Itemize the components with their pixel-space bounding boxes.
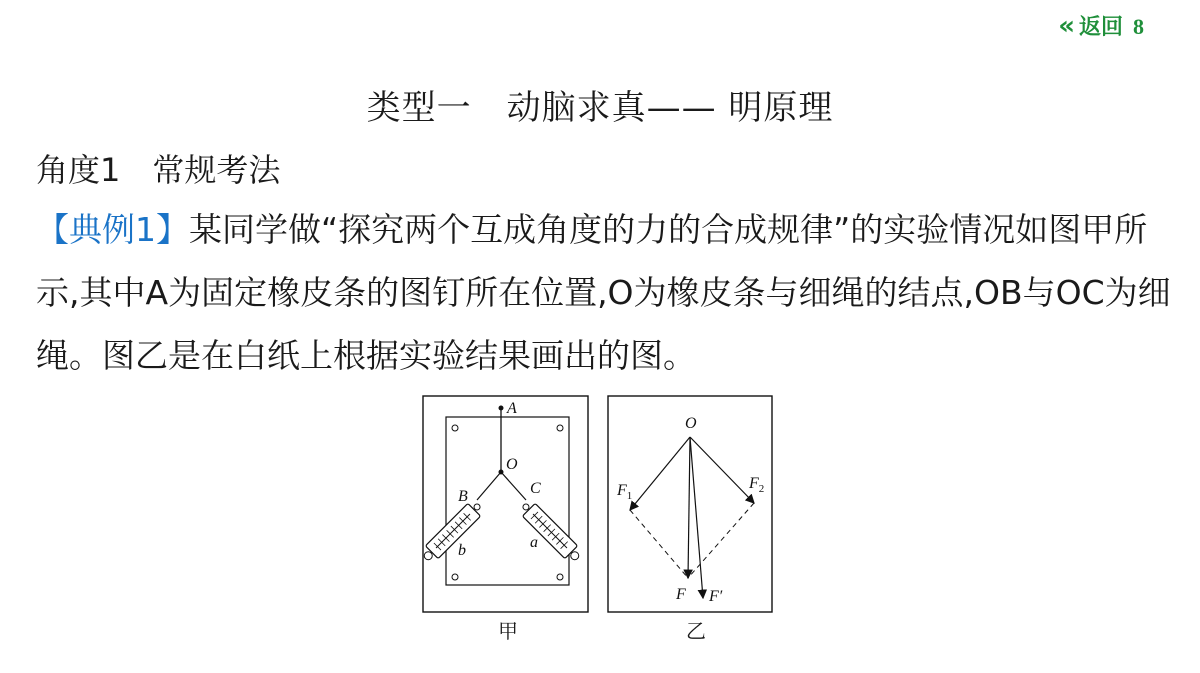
section-title: 类型一 动脑求真—— 明原理 xyxy=(366,88,834,128)
spring-scale-c xyxy=(517,498,583,564)
label-c: C xyxy=(530,480,541,497)
label-o: O xyxy=(506,456,518,473)
figure-yi xyxy=(608,396,772,612)
label-a-lower: a xyxy=(530,534,538,551)
example-tag: 【典例1】 xyxy=(36,210,189,249)
caption-yi: 乙 xyxy=(686,619,706,643)
experiment-figures xyxy=(422,395,774,665)
double-chevron-left-icon: « xyxy=(1058,11,1069,41)
label-f1: $F_1$ xyxy=(617,482,633,502)
vector-f xyxy=(688,437,690,578)
label-b-lower: b xyxy=(458,542,466,559)
vector-f1 xyxy=(630,437,690,510)
figure-jia xyxy=(422,396,588,612)
vector-f2 xyxy=(690,437,754,503)
caption-jia: 甲 xyxy=(498,619,518,643)
label-o-yi: O xyxy=(685,415,697,432)
page-number: 8 xyxy=(1133,14,1144,39)
spring-scale-b xyxy=(422,498,486,564)
back-label: 返回 xyxy=(1078,15,1123,40)
label-f2: $F_2$ xyxy=(749,475,765,495)
label-a: A xyxy=(507,400,517,417)
label-f: F xyxy=(676,586,686,603)
label-f-prime: F′ xyxy=(709,588,723,605)
back-button[interactable] xyxy=(1058,10,1144,41)
example-text: 某同学做“探究两个互成角度的力的合成规律”的实验情况如图甲所示,其中A为固定橡皮条的图钉所在位置,O为橡皮条与细绳的结点,OB与OC为细绳。图乙是在白纸上根据实验结果画出的图。 xyxy=(36,210,1171,375)
example-paragraph xyxy=(36,198,1171,387)
label-b: B xyxy=(458,488,468,505)
subsection-title: 角度1 常规考法 xyxy=(36,151,281,189)
